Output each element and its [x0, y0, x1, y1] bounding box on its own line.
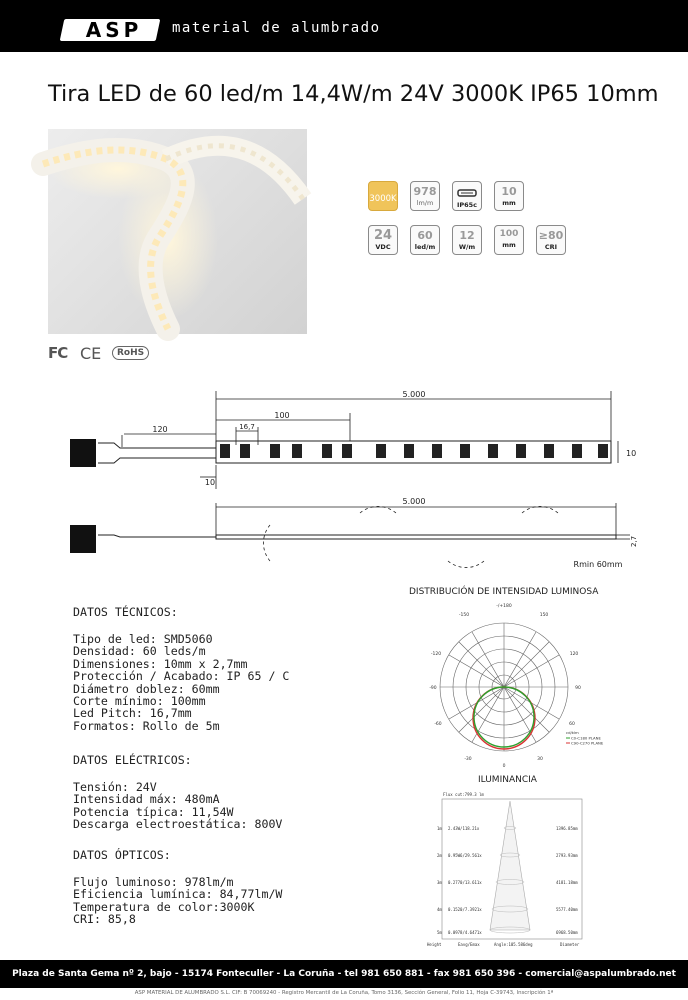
- svg-text:-150: -150: [458, 613, 470, 618]
- dim-thickness: 2,7: [630, 535, 638, 547]
- svg-text:60: 60: [569, 722, 575, 727]
- header-bar: [0, 0, 688, 52]
- svg-text:0.2770/13.611x: 0.2770/13.611x: [448, 880, 482, 885]
- svg-text:1m: 1m: [437, 826, 442, 831]
- illuminance-chart: [422, 789, 588, 949]
- tech-specs: Tipo de led: SMD5060 Densidad: 60 leds/m Dimensiones: 10mm x 2,7mm Protección / Acabado: IP 65 / C Diámetro doblez: 60mm Corte mínimo: 100mm Led Pitch: 16,7mm Formatos: Rollo de 5m: [73, 632, 290, 733]
- dim-length-top: 5.000: [402, 390, 426, 399]
- svg-text:30: 30: [537, 757, 543, 762]
- tech-heading: DATOS TÉCNICOS:: [73, 605, 178, 619]
- cri-icon: ≥80 CRI: [536, 225, 566, 255]
- led-strip-illustration: [48, 129, 307, 334]
- power-icon: 12 W/m: [452, 225, 482, 255]
- electrical-heading: DATOS ELÉCTRICOS:: [73, 753, 192, 767]
- svg-text:-60: -60: [434, 722, 442, 727]
- lumen-icon: 978 lm/m: [410, 181, 440, 211]
- width-icon: 10 mm: [494, 181, 524, 211]
- svg-text:-/+180: -/+180: [496, 604, 512, 609]
- svg-text:3m: 3m: [437, 880, 442, 885]
- footer-legal: ASP MATERIAL DE ALUMBRADO S.L. CIF: B 70069240 - Registro Mercantil de La Coruña, Tomo 3136, Sección General, Folio 11, Hoja C-39743, Inscripción 1ª: [134, 990, 554, 996]
- cut-icon: 100 mm: [494, 225, 524, 255]
- polar-title: DISTRIBUCIÓN DE INTENSIDAD LUMINOSA: [409, 587, 599, 597]
- svg-text:C0-C180 PLANE: C0-C180 PLANE: [571, 735, 601, 741]
- svg-text:0.95W6/29.561x: 0.95W6/29.561x: [448, 853, 482, 858]
- svg-text:-90: -90: [429, 686, 437, 691]
- ip-icon: IP65c: [452, 181, 482, 211]
- product-title: Tira LED de 60 led/m 14,4W/m 24V 3000K IP65 10mm: [48, 81, 659, 107]
- svg-text:Eavg/Emax: Eavg/Emax: [458, 942, 480, 947]
- svg-text:5m: 5m: [437, 930, 442, 935]
- polar-chart: [428, 600, 604, 770]
- dim-width: 10: [626, 449, 637, 458]
- droplet-icon: [457, 186, 477, 198]
- technical-drawing: [60, 385, 640, 575]
- rohs-mark: RoHS: [112, 346, 149, 360]
- svg-text:Flux cut:799.3 lm: Flux cut:799.3 lm: [443, 792, 484, 797]
- dim-cable: 120: [152, 425, 168, 434]
- optical-specs: Flujo luminoso: 978lm/m Eficiencia lumínica: 84,77lm/W Temperatura de color:3000K CRI: 85,8: [73, 875, 283, 927]
- footer-contact: Plaza de Santa Gema nº 2, bajo - 15174 Fonteculler - La Coruña - tel 981 650 881 - fax 981 650 396 - comercial@aspalumbrado.net: [12, 969, 676, 979]
- svg-text:Angle:105.586deg: Angle:105.586deg: [494, 942, 533, 947]
- density-icon: 60 led/m: [410, 225, 440, 255]
- ce-mark: CE: [80, 344, 102, 363]
- header-subtitle: material de alumbrado: [172, 20, 381, 36]
- fcc-mark: FC: [48, 344, 68, 362]
- svg-text:4m: 4m: [437, 907, 442, 912]
- svg-text:6968.50mm: 6968.50mm: [556, 930, 578, 935]
- svg-text:0: 0: [502, 764, 506, 769]
- dim-segment: 100: [274, 411, 290, 420]
- electrical-specs: Tensión: 24V Intensidad máx: 480mA Potencia típica: 11,54W Descarga electroestática: 800V: [73, 780, 283, 832]
- cct-icon: 3000K: [368, 181, 398, 211]
- svg-text:4181.18mm: 4181.18mm: [556, 880, 578, 885]
- logo: ASP: [85, 18, 143, 42]
- svg-text:-30: -30: [464, 757, 472, 762]
- svg-text:C90-C270 PLANE: C90-C270 PLANE: [571, 740, 604, 746]
- dim-length-bottom: 5.000: [402, 497, 426, 506]
- svg-text:150: 150: [539, 613, 549, 618]
- svg-text:2m: 2m: [437, 853, 442, 858]
- strip-dimension-drawing: [60, 385, 640, 575]
- svg-text:0.1520/7.3921x: 0.1520/7.3921x: [448, 907, 482, 912]
- product-photo: [48, 129, 307, 334]
- dim-bend-radius: Rmin 60mm: [573, 560, 623, 569]
- svg-text:5577.40mm: 5577.40mm: [556, 907, 578, 912]
- svg-text:90: 90: [575, 686, 581, 691]
- svg-text:Height: Height: [427, 942, 442, 947]
- svg-text:2.43W/118.21x: 2.43W/118.21x: [448, 826, 480, 831]
- svg-text:2793.93mm: 2793.93mm: [556, 853, 578, 858]
- optical-heading: DATOS ÓPTICOS:: [73, 848, 171, 862]
- dim-offset: 10: [204, 478, 216, 487]
- svg-text:1396.85mm: 1396.85mm: [556, 826, 578, 831]
- svg-text:0.0978/4.6471x: 0.0978/4.6471x: [448, 930, 482, 935]
- voltage-icon: 24 VDC: [368, 225, 398, 255]
- footer-bar: [0, 960, 688, 988]
- svg-text:Diameter: Diameter: [560, 942, 580, 947]
- svg-text:120: 120: [569, 652, 579, 657]
- svg-text:-120: -120: [430, 652, 442, 657]
- svg-text:cd/klm: cd/klm: [566, 730, 579, 735]
- feature-icon-grid: [368, 181, 568, 259]
- dim-pitch: 16,7: [239, 423, 255, 431]
- illuminance-title: ILUMINANCIA: [478, 775, 537, 785]
